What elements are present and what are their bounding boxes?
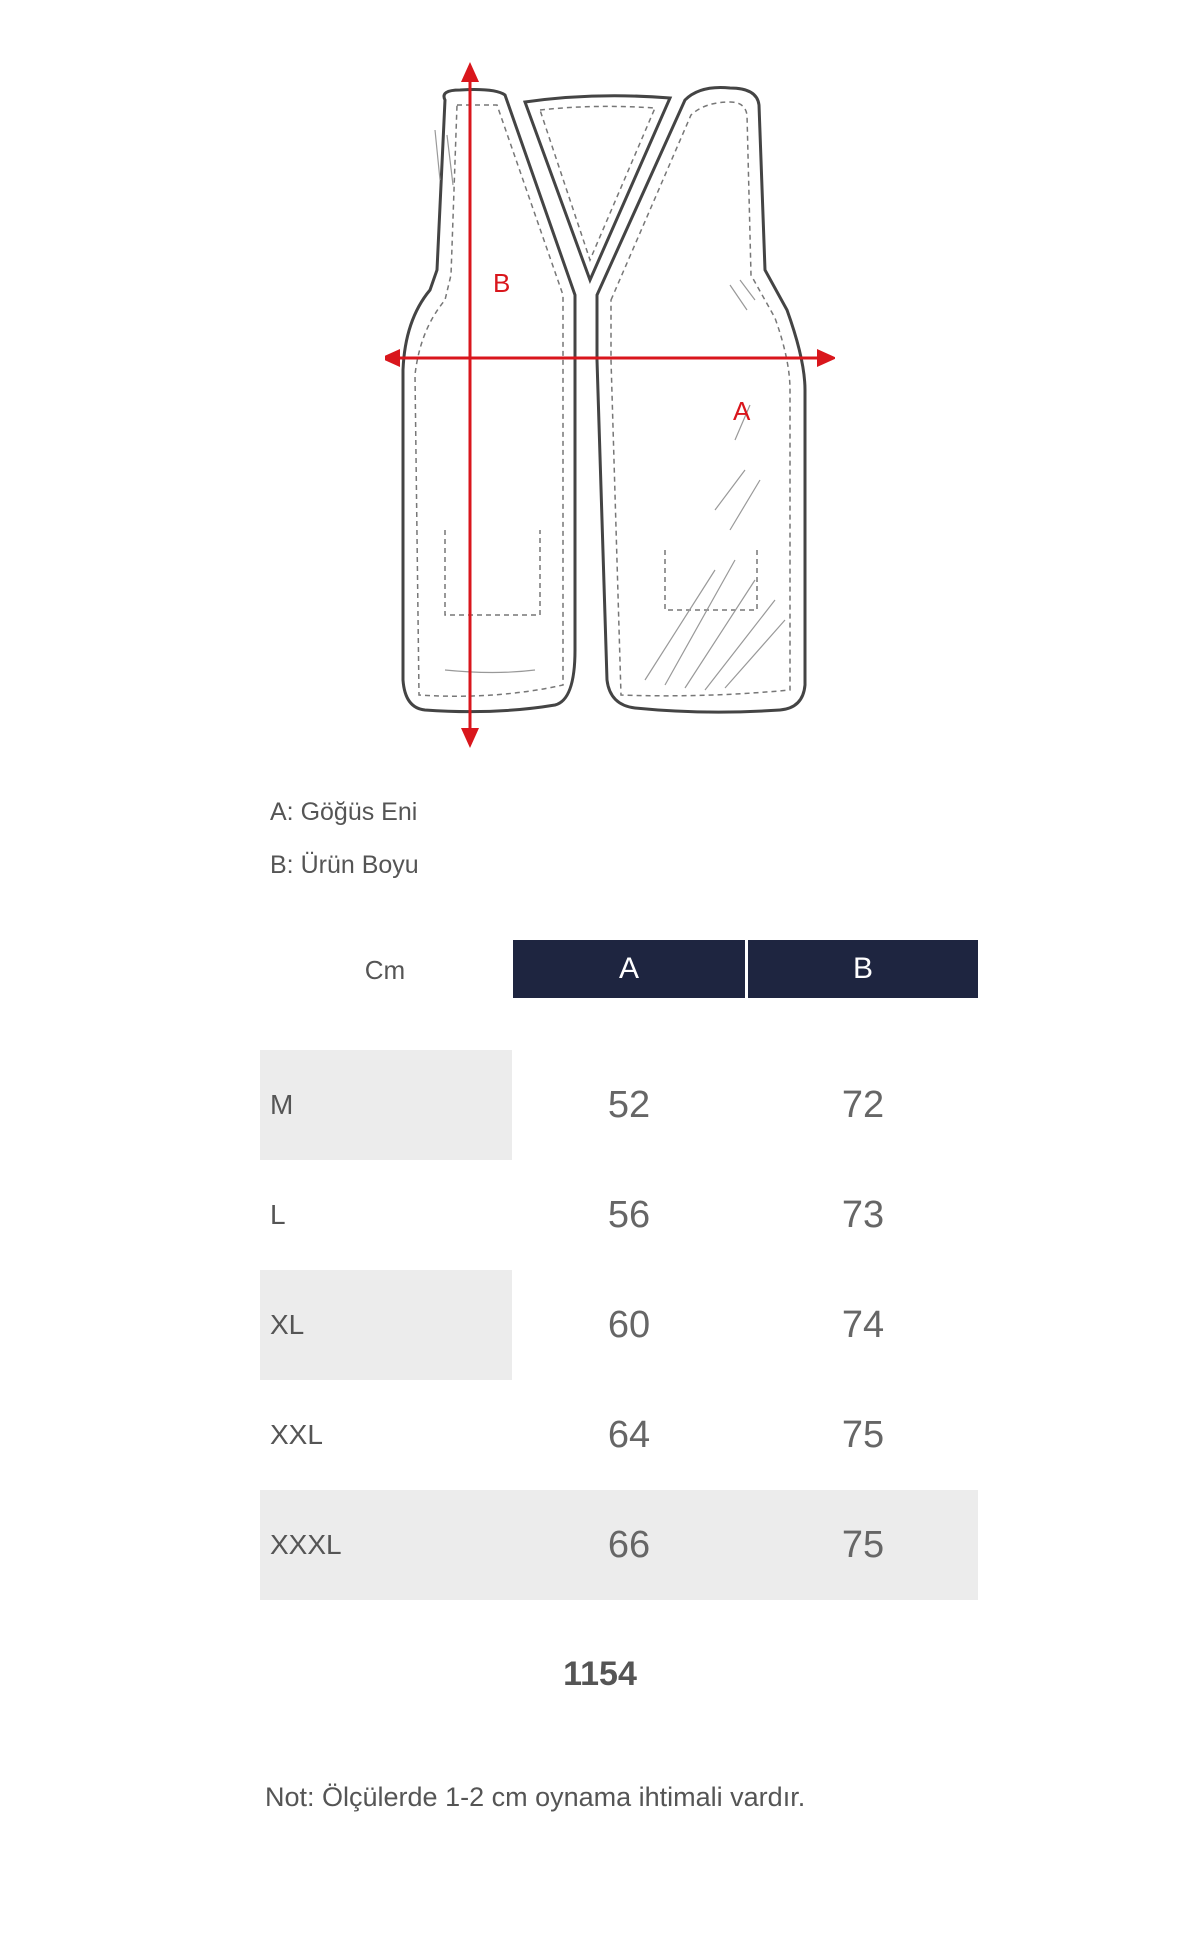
value-b: 73	[841, 1194, 885, 1236]
measurement-note: Not: Ölçülerde 1-2 cm oynama ihtimali vardır.	[265, 1782, 806, 1812]
column-header-a: A	[513, 940, 745, 998]
size-table-body	[260, 1050, 978, 1600]
table-row	[260, 1270, 978, 1380]
size-label: XXL	[270, 1419, 323, 1450]
legend-a: A: Göğüs Eni	[270, 798, 418, 826]
table-row	[260, 1050, 978, 1160]
table-row	[260, 1490, 978, 1600]
size-label: M	[260, 1050, 512, 1160]
value-b: 75	[841, 1414, 885, 1456]
unit-label: Cm	[364, 955, 406, 985]
vest-outline-icon	[385, 60, 835, 750]
size-label: XXXL	[270, 1529, 342, 1560]
value-a: 64	[607, 1414, 651, 1456]
size-table-header	[260, 940, 978, 1000]
product-code-text: 1154	[563, 1655, 637, 1693]
value-b: 72	[841, 1084, 885, 1126]
value-a: 66	[607, 1524, 651, 1566]
size-table	[260, 940, 978, 1566]
table-row	[260, 1160, 978, 1270]
table-row	[260, 1380, 978, 1490]
product-code	[0, 1655, 1200, 1694]
vest-diagram	[385, 60, 835, 750]
value-b: 74	[841, 1304, 885, 1346]
diagram-label-a: A	[733, 396, 751, 426]
value-a: 52	[607, 1084, 651, 1126]
value-a: 60	[607, 1304, 651, 1346]
size-label: XL	[260, 1270, 512, 1380]
legend-b: B: Ürün Boyu	[270, 851, 419, 879]
diagram-label-b: B	[493, 268, 511, 298]
size-label: L	[270, 1199, 286, 1230]
column-header-b: B	[748, 940, 978, 998]
value-b: 75	[841, 1524, 885, 1566]
value-a: 56	[607, 1194, 651, 1236]
